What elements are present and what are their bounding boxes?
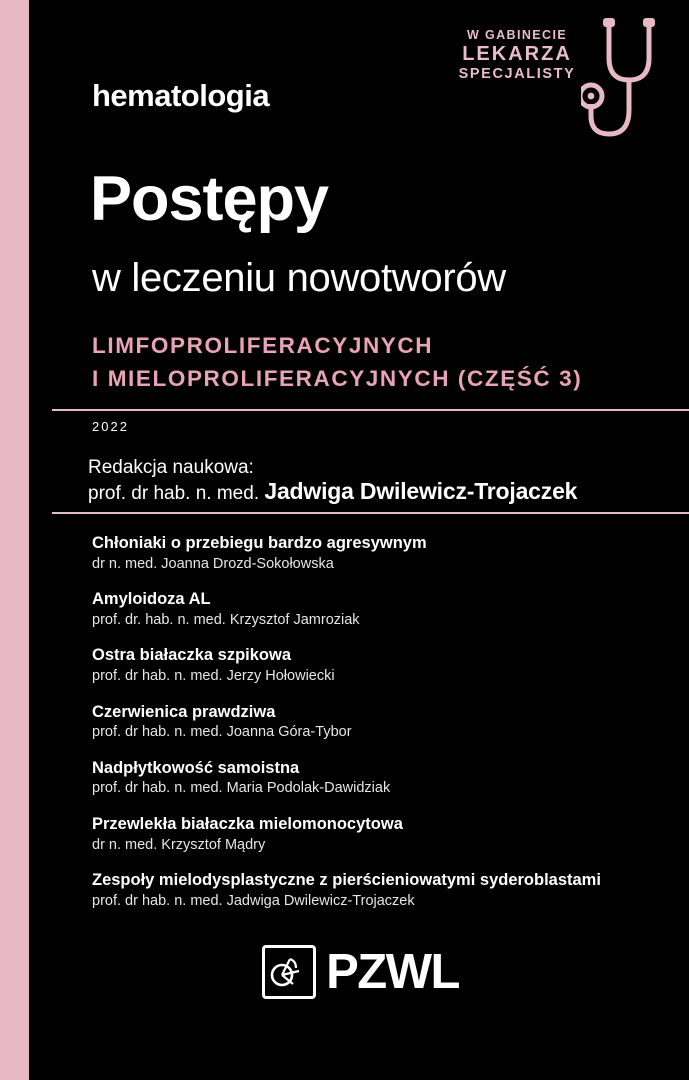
chapter-title: Nadpłytkowość samoistna	[92, 758, 300, 777]
publisher-logo	[32, 945, 689, 999]
chapter-author: prof. dr hab. n. med. Jadwiga Dwilewicz-Trojaczek	[92, 892, 415, 909]
chapter-title: Chłoniaki o przebiegu bardzo agresywnym	[92, 534, 427, 552]
chapter-author: dr n. med. Joanna Drozd-Sokołowska	[92, 555, 334, 572]
cover-title-topic-line-2: I MIELOPROLIFERACYJNYCH (CZĘŚĆ 3)	[92, 365, 583, 391]
list-item	[92, 645, 665, 686]
chapter-title: Czerwienica prawdziwa	[92, 702, 276, 721]
cover-spine-strip	[0, 0, 29, 1080]
cover-title-topic	[92, 330, 582, 395]
series-badge-line-2: LEKARZA	[462, 42, 572, 65]
series-badge	[447, 18, 667, 168]
cover-kicker: hematologia	[92, 78, 270, 113]
chapter-author: prof. dr hab. n. med. Joanna Góra-Tybor	[92, 724, 352, 741]
list-item	[92, 702, 665, 743]
chapter-title: Ostra białaczka szpikowa	[92, 646, 292, 665]
chapter-author: prof. dr hab. n. med. Maria Podolak-Dawidziak	[92, 780, 391, 797]
editor-label: Redakcja naukowa:	[88, 457, 254, 478]
chapter-author: dr n. med. Krzysztof Mądry	[92, 836, 266, 853]
publication-year: 2022	[92, 419, 129, 434]
series-badge-text	[447, 28, 587, 83]
divider-top	[52, 409, 689, 411]
chapter-author: prof. dr hab. n. med. Jerzy Hołowiecki	[92, 668, 335, 684]
pzwl-emblem-icon	[262, 945, 316, 999]
cover-title-topic-line-1: LIMFOPROLIFERACYJNYCH	[92, 333, 434, 358]
series-badge-line-1: W GABINECIE	[466, 28, 568, 42]
list-item	[92, 758, 665, 799]
cover-title-main: Postępy	[90, 164, 329, 234]
chapter-list	[92, 533, 665, 926]
list-item	[92, 533, 665, 574]
divider-bottom	[52, 512, 689, 514]
list-item	[92, 814, 665, 855]
editor-degree: prof. dr hab. n. med.	[88, 483, 260, 504]
stethoscope-icon	[581, 18, 667, 168]
series-badge-line-3: SPECJALISTY	[458, 66, 576, 83]
list-item	[92, 870, 665, 911]
cover-title-subtitle: w leczeniu nowotworów	[92, 256, 506, 300]
editor-line	[88, 478, 577, 505]
chapter-title: Zespoły mielodysplastyczne z pierścieniowatymi syderoblastami	[92, 871, 601, 890]
chapter-title: Amyloidoza AL	[92, 590, 211, 609]
chapter-author: prof. dr. hab. n. med. Krzysztof Jamroziak	[92, 611, 360, 628]
publisher-name: PZWL	[326, 944, 459, 999]
list-item	[92, 589, 665, 630]
editor-name: Jadwiga Dwilewicz-Trojaczek	[264, 478, 578, 504]
chapter-title: Przewlekła białaczka mielomonocytowa	[92, 814, 403, 833]
cover-content	[32, 0, 689, 1080]
